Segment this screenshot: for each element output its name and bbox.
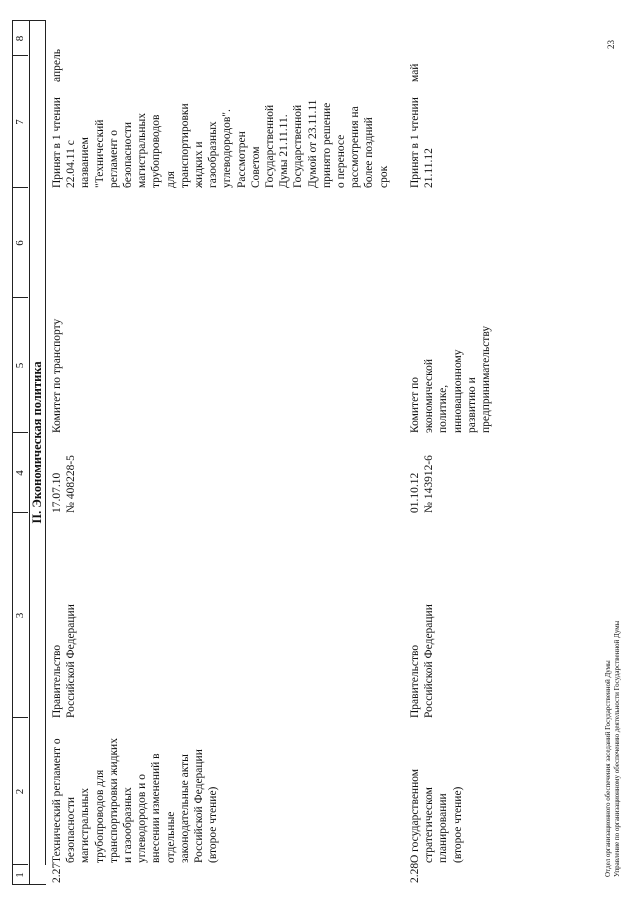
initiator: Правительство Российской Федерации bbox=[409, 604, 436, 718]
row-number: 2.28 bbox=[409, 862, 421, 883]
page-number: 23 bbox=[606, 40, 616, 49]
month: май bbox=[409, 63, 421, 82]
date-number: 17.07.10 № 408228-5 bbox=[51, 455, 78, 513]
footer-line-1: Отдел организационного обеспечения заседаний Государственной Думы bbox=[604, 660, 612, 877]
section-title: II. Экономическая политика bbox=[30, 361, 44, 524]
column-number: 3 bbox=[14, 612, 26, 619]
legislation-table bbox=[12, 20, 612, 885]
column-number: 6 bbox=[14, 240, 26, 246]
status: Принят в 1 чтении 22.04.11 с названием "Технический регламент о безопасности магистральных трубопроводов для транспортировки жидких и газообразных углеводородов". Рассмотрен Советом Государственной Думы 21.11.11. Государственной Думой от 23.11.11 принято решение о переносе рассмотрения на более поздний срок bbox=[51, 97, 390, 188]
bill-title: Технический регламент о безопасности магистральных трубопроводов для транспортировки жидких и газообразных углеводородов и о внесении изменений в отдельные законодательные акты Российской Федерации (второе чтение) bbox=[51, 738, 220, 863]
initiator: Правительство Российской Федерации bbox=[51, 604, 78, 718]
month: апрель bbox=[51, 49, 63, 82]
column-number: 7 bbox=[14, 119, 26, 125]
column-number: 1 bbox=[14, 872, 26, 878]
column-number: 2 bbox=[14, 788, 26, 795]
column-number: 5 bbox=[14, 362, 26, 369]
section-underline bbox=[45, 20, 46, 865]
row-number: 2.27 bbox=[51, 862, 63, 883]
committee: Комитет по транспорту bbox=[51, 318, 63, 433]
bill-title: О государственном стратегическом планировании (второе чтение) bbox=[409, 768, 464, 863]
column-number: 8 bbox=[14, 35, 26, 42]
status: Принят в 1 чтении 21.11.12 bbox=[409, 97, 436, 188]
date-number: 01.10.12 № 143912-6 bbox=[409, 455, 436, 513]
footer-line-2: Управление по организационному обеспечению деятельности Государственной Думы bbox=[613, 620, 621, 877]
committee: Комитет по экономической политике, инновационному развитию и предпринимательству bbox=[409, 325, 493, 433]
column-number: 4 bbox=[14, 470, 26, 476]
